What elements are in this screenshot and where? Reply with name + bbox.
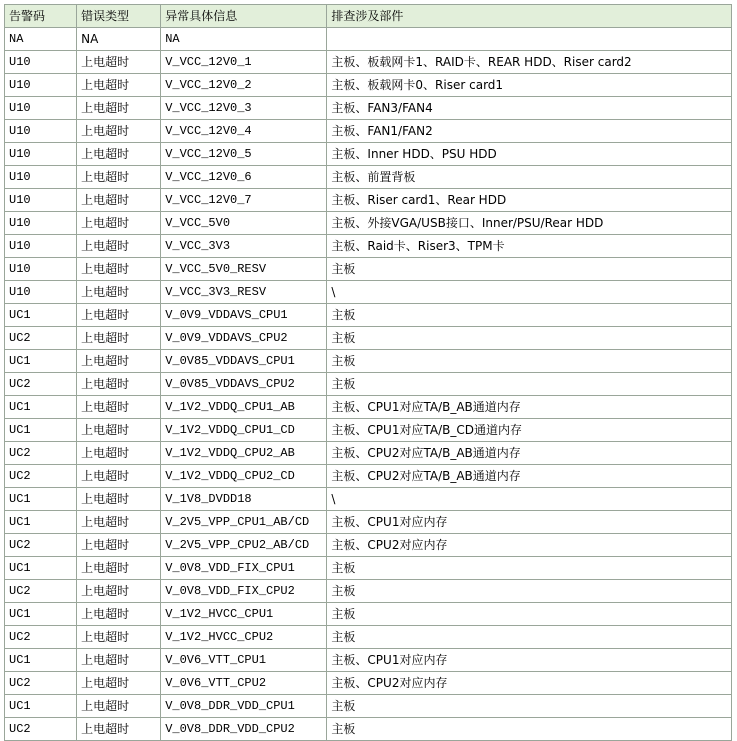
table-row bbox=[5, 465, 732, 488]
cell-error-type: 上电超时 bbox=[77, 281, 161, 304]
column-header-related-parts: 排查涉及部件 bbox=[327, 5, 732, 28]
cell-error-type: 上电超时 bbox=[77, 557, 161, 580]
cell-alarm-code: UC2 bbox=[5, 580, 77, 603]
cell-detail-info: V_VCC_12V0_5 bbox=[161, 143, 327, 166]
cell-related-parts: 主板、板载网卡0、Riser card1 bbox=[327, 74, 732, 97]
cell-alarm-code: UC2 bbox=[5, 465, 77, 488]
cell-error-type: 上电超时 bbox=[77, 396, 161, 419]
table-row bbox=[5, 511, 732, 534]
cell-alarm-code: UC2 bbox=[5, 672, 77, 695]
cell-related-parts: 主板、CPU2对应TA/B_AB通道内存 bbox=[327, 442, 732, 465]
cell-detail-info: V_VCC_12V0_7 bbox=[161, 189, 327, 212]
cell-alarm-code: U10 bbox=[5, 51, 77, 74]
cell-alarm-code: U10 bbox=[5, 189, 77, 212]
cell-error-type: 上电超时 bbox=[77, 258, 161, 281]
table-row bbox=[5, 373, 732, 396]
table-row bbox=[5, 626, 732, 649]
cell-detail-info: V_2V5_VPP_CPU2_AB/CD bbox=[161, 534, 327, 557]
cell-error-type: 上电超时 bbox=[77, 350, 161, 373]
cell-alarm-code: U10 bbox=[5, 281, 77, 304]
column-header-error-type: 错误类型 bbox=[77, 5, 161, 28]
cell-detail-info: V_0V85_VDDAVS_CPU1 bbox=[161, 350, 327, 373]
cell-related-parts: 主板 bbox=[327, 327, 732, 350]
table-row bbox=[5, 281, 732, 304]
cell-detail-info: V_0V9_VDDAVS_CPU1 bbox=[161, 304, 327, 327]
table-row bbox=[5, 672, 732, 695]
cell-error-type: 上电超时 bbox=[77, 580, 161, 603]
table-row bbox=[5, 603, 732, 626]
cell-alarm-code: UC1 bbox=[5, 304, 77, 327]
table-row bbox=[5, 258, 732, 281]
cell-error-type: 上电超时 bbox=[77, 166, 161, 189]
cell-related-parts: 主板、Riser card1、Rear HDD bbox=[327, 189, 732, 212]
cell-alarm-code: U10 bbox=[5, 143, 77, 166]
table-row bbox=[5, 189, 732, 212]
cell-related-parts bbox=[327, 28, 732, 51]
cell-related-parts: 主板、CPU1对应内存 bbox=[327, 511, 732, 534]
table-row bbox=[5, 396, 732, 419]
cell-detail-info: V_VCC_12V0_4 bbox=[161, 120, 327, 143]
cell-error-type: 上电超时 bbox=[77, 189, 161, 212]
cell-alarm-code: UC2 bbox=[5, 718, 77, 741]
cell-alarm-code: UC1 bbox=[5, 488, 77, 511]
cell-alarm-code: UC2 bbox=[5, 534, 77, 557]
cell-alarm-code: NA bbox=[5, 28, 77, 51]
cell-detail-info: V_VCC_3V3_RESV bbox=[161, 281, 327, 304]
table-row bbox=[5, 235, 732, 258]
cell-related-parts: \ bbox=[327, 488, 732, 511]
cell-detail-info: V_VCC_12V0_6 bbox=[161, 166, 327, 189]
cell-related-parts: 主板、CPU2对应内存 bbox=[327, 534, 732, 557]
cell-alarm-code: UC2 bbox=[5, 373, 77, 396]
cell-detail-info: V_1V2_HVCC_CPU2 bbox=[161, 626, 327, 649]
cell-related-parts: 主板、CPU1对应TA/B_CD通道内存 bbox=[327, 419, 732, 442]
cell-detail-info: V_VCC_12V0_3 bbox=[161, 97, 327, 120]
cell-related-parts: 主板 bbox=[327, 304, 732, 327]
cell-alarm-code: UC2 bbox=[5, 327, 77, 350]
table-row bbox=[5, 28, 732, 51]
table-row bbox=[5, 51, 732, 74]
table-row bbox=[5, 557, 732, 580]
cell-alarm-code: UC1 bbox=[5, 649, 77, 672]
cell-detail-info: V_0V85_VDDAVS_CPU2 bbox=[161, 373, 327, 396]
cell-related-parts: 主板 bbox=[327, 603, 732, 626]
cell-detail-info: V_0V6_VTT_CPU1 bbox=[161, 649, 327, 672]
cell-detail-info: V_0V6_VTT_CPU2 bbox=[161, 672, 327, 695]
cell-error-type: 上电超时 bbox=[77, 511, 161, 534]
cell-alarm-code: UC1 bbox=[5, 419, 77, 442]
cell-detail-info: V_0V8_DDR_VDD_CPU2 bbox=[161, 718, 327, 741]
table-row bbox=[5, 143, 732, 166]
cell-related-parts: 主板 bbox=[327, 350, 732, 373]
cell-detail-info: V_VCC_5V0 bbox=[161, 212, 327, 235]
cell-error-type: 上电超时 bbox=[77, 534, 161, 557]
cell-alarm-code: U10 bbox=[5, 258, 77, 281]
cell-error-type: 上电超时 bbox=[77, 327, 161, 350]
table-row bbox=[5, 350, 732, 373]
table-row bbox=[5, 327, 732, 350]
cell-related-parts: 主板、Raid卡、Riser3、TPM卡 bbox=[327, 235, 732, 258]
cell-related-parts: 主板 bbox=[327, 580, 732, 603]
table-row bbox=[5, 97, 732, 120]
cell-related-parts: 主板、Inner HDD、PSU HDD bbox=[327, 143, 732, 166]
cell-related-parts: 主板、板载网卡1、RAID卡、REAR HDD、Riser card2 bbox=[327, 51, 732, 74]
cell-detail-info: V_0V8_VDD_FIX_CPU1 bbox=[161, 557, 327, 580]
cell-error-type: 上电超时 bbox=[77, 212, 161, 235]
cell-error-type: NA bbox=[77, 28, 161, 51]
cell-alarm-code: UC2 bbox=[5, 626, 77, 649]
cell-alarm-code: U10 bbox=[5, 235, 77, 258]
cell-alarm-code: U10 bbox=[5, 97, 77, 120]
table-row bbox=[5, 304, 732, 327]
cell-error-type: 上电超时 bbox=[77, 603, 161, 626]
cell-detail-info: V_1V2_VDDQ_CPU1_CD bbox=[161, 419, 327, 442]
cell-error-type: 上电超时 bbox=[77, 51, 161, 74]
cell-error-type: 上电超时 bbox=[77, 488, 161, 511]
cell-detail-info: V_2V5_VPP_CPU1_AB/CD bbox=[161, 511, 327, 534]
cell-error-type: 上电超时 bbox=[77, 120, 161, 143]
alarm-code-table bbox=[4, 4, 732, 741]
cell-error-type: 上电超时 bbox=[77, 373, 161, 396]
cell-related-parts: 主板 bbox=[327, 557, 732, 580]
cell-related-parts: 主板、CPU1对应内存 bbox=[327, 649, 732, 672]
table-body bbox=[5, 28, 732, 741]
table-row bbox=[5, 166, 732, 189]
cell-related-parts: 主板 bbox=[327, 718, 732, 741]
column-header-detail-info: 异常具体信息 bbox=[161, 5, 327, 28]
cell-detail-info: V_VCC_3V3 bbox=[161, 235, 327, 258]
cell-alarm-code: UC1 bbox=[5, 695, 77, 718]
table-row bbox=[5, 580, 732, 603]
cell-detail-info: V_1V2_HVCC_CPU1 bbox=[161, 603, 327, 626]
cell-detail-info: V_VCC_12V0_1 bbox=[161, 51, 327, 74]
cell-error-type: 上电超时 bbox=[77, 97, 161, 120]
cell-related-parts: 主板、CPU1对应TA/B_AB通道内存 bbox=[327, 396, 732, 419]
cell-error-type: 上电超时 bbox=[77, 465, 161, 488]
cell-error-type: 上电超时 bbox=[77, 695, 161, 718]
table-row bbox=[5, 534, 732, 557]
table-row bbox=[5, 419, 732, 442]
cell-related-parts: 主板、FAN3/FAN4 bbox=[327, 97, 732, 120]
cell-error-type: 上电超时 bbox=[77, 718, 161, 741]
table-row bbox=[5, 695, 732, 718]
table-row bbox=[5, 649, 732, 672]
table-row bbox=[5, 212, 732, 235]
cell-detail-info: V_0V9_VDDAVS_CPU2 bbox=[161, 327, 327, 350]
cell-related-parts: 主板、前置背板 bbox=[327, 166, 732, 189]
cell-alarm-code: UC2 bbox=[5, 442, 77, 465]
cell-detail-info: V_VCC_5V0_RESV bbox=[161, 258, 327, 281]
cell-error-type: 上电超时 bbox=[77, 626, 161, 649]
table-header-row bbox=[5, 5, 732, 28]
cell-alarm-code: U10 bbox=[5, 74, 77, 97]
cell-error-type: 上电超时 bbox=[77, 143, 161, 166]
cell-alarm-code: UC1 bbox=[5, 350, 77, 373]
cell-detail-info: V_1V2_VDDQ_CPU2_AB bbox=[161, 442, 327, 465]
cell-related-parts: 主板、CPU2对应内存 bbox=[327, 672, 732, 695]
cell-alarm-code: UC1 bbox=[5, 396, 77, 419]
cell-alarm-code: UC1 bbox=[5, 557, 77, 580]
cell-error-type: 上电超时 bbox=[77, 649, 161, 672]
cell-detail-info: NA bbox=[161, 28, 327, 51]
table-row bbox=[5, 74, 732, 97]
cell-detail-info: V_1V2_VDDQ_CPU1_AB bbox=[161, 396, 327, 419]
cell-detail-info: V_0V8_VDD_FIX_CPU2 bbox=[161, 580, 327, 603]
table-row bbox=[5, 442, 732, 465]
table-row bbox=[5, 488, 732, 511]
cell-related-parts: 主板、FAN1/FAN2 bbox=[327, 120, 732, 143]
cell-alarm-code: UC1 bbox=[5, 603, 77, 626]
table-row bbox=[5, 718, 732, 741]
cell-related-parts: 主板 bbox=[327, 626, 732, 649]
table-header bbox=[5, 5, 732, 28]
cell-error-type: 上电超时 bbox=[77, 74, 161, 97]
cell-error-type: 上电超时 bbox=[77, 672, 161, 695]
cell-related-parts: 主板 bbox=[327, 695, 732, 718]
cell-detail-info: V_VCC_12V0_2 bbox=[161, 74, 327, 97]
cell-related-parts: 主板、外接VGA/USB接口、Inner/PSU/Rear HDD bbox=[327, 212, 732, 235]
table-row bbox=[5, 120, 732, 143]
cell-related-parts: \ bbox=[327, 281, 732, 304]
cell-error-type: 上电超时 bbox=[77, 235, 161, 258]
cell-related-parts: 主板、CPU2对应TA/B_AB通道内存 bbox=[327, 465, 732, 488]
cell-alarm-code: UC1 bbox=[5, 511, 77, 534]
column-header-alarm-code: 告警码 bbox=[5, 5, 77, 28]
cell-detail-info: V_1V2_VDDQ_CPU2_CD bbox=[161, 465, 327, 488]
cell-alarm-code: U10 bbox=[5, 120, 77, 143]
cell-detail-info: V_0V8_DDR_VDD_CPU1 bbox=[161, 695, 327, 718]
cell-error-type: 上电超时 bbox=[77, 419, 161, 442]
cell-alarm-code: U10 bbox=[5, 212, 77, 235]
cell-related-parts: 主板 bbox=[327, 258, 732, 281]
cell-alarm-code: U10 bbox=[5, 166, 77, 189]
cell-detail-info: V_1V8_DVDD18 bbox=[161, 488, 327, 511]
cell-related-parts: 主板 bbox=[327, 373, 732, 396]
cell-error-type: 上电超时 bbox=[77, 442, 161, 465]
cell-error-type: 上电超时 bbox=[77, 304, 161, 327]
